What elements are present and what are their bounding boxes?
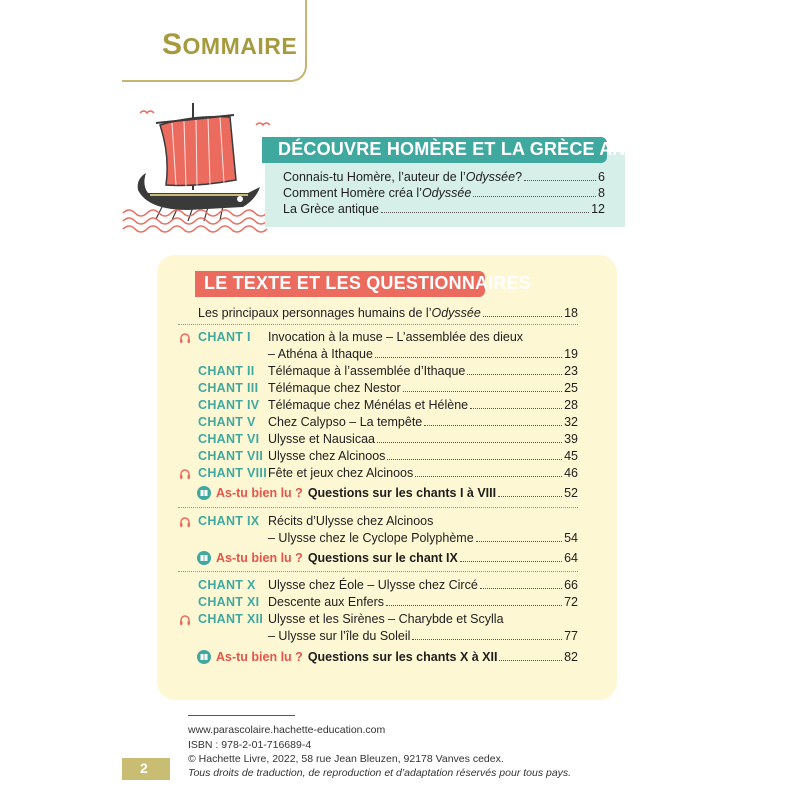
toc-entry[interactable]: Ulysse chez Alcinoos 45 bbox=[268, 449, 578, 463]
quiz-entry[interactable]: As-tu bien lu ? Questions sur les chants X à XII 82 bbox=[197, 650, 578, 664]
section1-title: DÉCOUVRE HOMÈRE ET LA GRÈCE ANTIQUE bbox=[278, 139, 682, 159]
quiz-entry[interactable]: As-tu bien lu ? Questions sur le chant IX 64 bbox=[197, 551, 578, 565]
footer-divider bbox=[188, 715, 295, 716]
headphones-icon[interactable] bbox=[179, 614, 191, 626]
toc-entry[interactable]: Chez Calypso – La tempête 32 bbox=[268, 415, 578, 429]
toc-entry[interactable]: Télémaque chez Nestor 25 bbox=[268, 381, 578, 395]
book-icon bbox=[197, 551, 211, 565]
headphones-icon[interactable] bbox=[179, 516, 191, 528]
divider bbox=[178, 571, 578, 572]
page-title: SOMMAIRE bbox=[162, 28, 298, 61]
chant-label: CHANT III bbox=[198, 381, 259, 395]
quiz-entry[interactable]: As-tu bien lu ? Questions sur les chants I à VIII 52 bbox=[197, 486, 578, 500]
toc-entry-characters[interactable]: Les principaux personnages humains de l’ Odyssée 18 bbox=[198, 306, 578, 320]
book-icon bbox=[197, 486, 211, 500]
footer-url[interactable]: www.parascolaire.hachette-education.com bbox=[188, 724, 386, 736]
divider bbox=[178, 507, 578, 508]
section2-title: LE TEXTE ET LES QUESTIONNAIRES bbox=[204, 273, 532, 293]
toc-entry[interactable]: Télémaque chez Ménélas et Hélène 28 bbox=[268, 398, 578, 412]
chant-label: CHANT VIII bbox=[198, 466, 267, 480]
toc-entry[interactable]: Comment Homère créa l’ Odyssée 8 bbox=[283, 186, 605, 200]
book-icon bbox=[197, 650, 211, 664]
page-number-badge bbox=[122, 758, 170, 780]
chant-label: CHANT VII bbox=[198, 449, 264, 463]
toc-entry[interactable]: La Grèce antique 12 bbox=[283, 202, 605, 216]
chant-label: CHANT XII bbox=[198, 612, 264, 626]
ship-illustration bbox=[118, 95, 278, 235]
chant-label: CHANT VI bbox=[198, 432, 260, 446]
toc-entry[interactable]: Ulysse chez Éole – Ulysse chez Circé 66 bbox=[268, 578, 578, 592]
toc-entry[interactable]: – Athéna à Ithaque 19 bbox=[268, 347, 578, 361]
chant-label: CHANT X bbox=[198, 578, 256, 592]
chant-label: CHANT IV bbox=[198, 398, 260, 412]
footer-rights: Tous droits de traduction, de reproduction et d’adaptation réservés pour tous pays. bbox=[188, 767, 572, 779]
chant-label: CHANT XI bbox=[198, 595, 260, 609]
toc-entry[interactable]: Ulysse et Nausicaa 39 bbox=[268, 432, 578, 446]
divider bbox=[178, 324, 578, 325]
chant-label: CHANT IX bbox=[198, 514, 260, 528]
toc-entry[interactable]: Récits d’Ulysse chez Alcinoos bbox=[268, 514, 434, 528]
footer-isbn: ISBN : 978-2-01-716689-4 bbox=[188, 739, 312, 751]
toc-entry[interactable]: Descente aux Enfers 72 bbox=[268, 595, 578, 609]
headphones-icon[interactable] bbox=[179, 468, 191, 480]
toc-entry[interactable]: Ulysse et les Sirènes – Charybde et Scylla bbox=[268, 612, 504, 626]
footer-copyright: © Hachette Livre, 2022, 58 rue Jean Bleuzen, 92178 Vanves cedex. bbox=[188, 753, 504, 765]
page-number: 2 bbox=[140, 760, 148, 776]
chant-label: CHANT I bbox=[198, 330, 251, 344]
toc-entry[interactable]: Connais-tu Homère, l’auteur de l’ Odyssée ? 6 bbox=[283, 170, 605, 184]
toc-entry[interactable]: Invocation à la muse – L’assemblée des dieux bbox=[268, 330, 524, 344]
toc-entry[interactable]: Fête et jeux chez Alcinoos 46 bbox=[268, 466, 578, 480]
chant-label: CHANT II bbox=[198, 364, 255, 378]
toc-entry[interactable]: – Ulysse chez le Cyclope Polyphème 54 bbox=[268, 531, 578, 545]
toc-entry[interactable]: Télémaque à l’assemblée d’Ithaque 23 bbox=[268, 364, 578, 378]
headphones-icon[interactable] bbox=[179, 332, 191, 344]
chant-label: CHANT V bbox=[198, 415, 256, 429]
toc-entry[interactable]: – Ulysse sur l’île du Soleil 77 bbox=[268, 629, 578, 643]
